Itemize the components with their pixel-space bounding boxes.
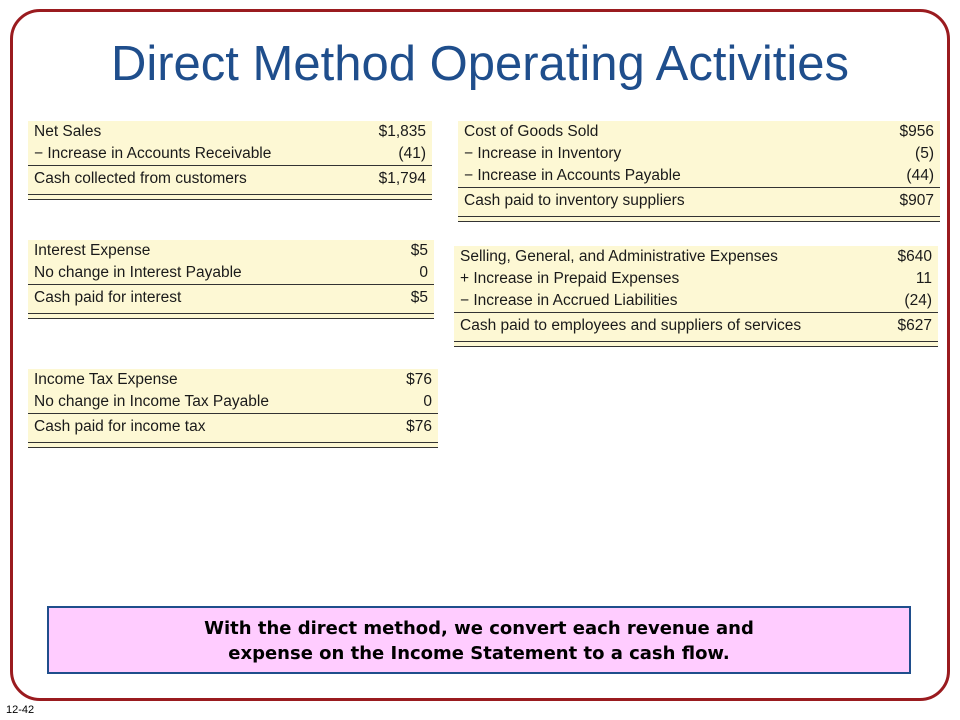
row-value: (44) [906,167,934,184]
row-label: Selling, General, and Administrative Expenses [460,248,778,265]
row-value: (41) [398,145,426,162]
row-value: 11 [915,270,932,287]
row-label: − Increase in Accounts Payable [464,167,681,184]
row-value: $1,835 [378,123,426,140]
table-total-row [28,165,432,192]
row-label: − Increase in Accrued Liabilities [460,292,678,309]
total-value: $1,794 [378,170,426,187]
row-label: Income Tax Expense [34,371,178,388]
table-total-row [28,413,438,440]
table-row [28,369,438,391]
double-rule [454,341,938,347]
total-value: $76 [406,418,432,435]
table-row [28,391,438,413]
table-row [458,121,940,143]
row-value: 0 [419,264,428,281]
slide-title: Direct Method Operating Activities [110,37,850,91]
table-row [454,290,938,312]
total-value: $5 [410,289,428,306]
table-total-row [454,312,938,339]
table-row [28,262,434,284]
total-value: $627 [897,317,932,334]
row-label: Cost of Goods Sold [464,123,599,140]
table-row [28,143,432,165]
table-cash-to-employees-and-suppliers [454,246,938,347]
table-total-row [28,284,434,311]
callout-line: With the direct method, we convert each revenue and [204,618,754,639]
row-value: $956 [899,123,934,140]
row-value: (5) [915,145,934,162]
total-label: Cash paid to employees and suppliers of services [460,317,802,334]
double-rule [28,194,432,200]
row-label: No change in Interest Payable [34,264,242,281]
table-cash-to-inventory-suppliers [458,121,940,222]
row-value: $640 [897,248,932,265]
total-label: Cash collected from customers [34,170,247,187]
table-cash-from-customers [28,121,432,200]
explanation-callout [47,606,911,674]
row-label: Interest Expense [34,242,151,259]
slide-frame [10,9,950,701]
row-value: 0 [423,393,432,410]
row-label: + Increase in Prepaid Expenses [460,270,680,287]
double-rule [28,313,434,319]
row-value: $5 [410,242,428,259]
table-row [454,268,938,290]
row-label: No change in Income Tax Payable [34,393,269,410]
table-row [28,121,432,143]
row-value: (24) [904,292,932,309]
table-row [458,143,940,165]
double-rule [458,216,940,222]
table-total-row [458,187,940,214]
row-label: Net Sales [34,123,102,140]
row-label: − Increase in Inventory [464,145,622,162]
table-row [28,240,434,262]
total-value: $907 [899,192,934,209]
row-label: − Increase in Accounts Receivable [34,145,272,162]
table-cash-for-income-tax [28,369,438,448]
slide-number: 12-42 [6,704,35,716]
table-row [458,165,940,187]
callout-line: expense on the Income Statement to a cash flow. [228,643,730,664]
table-row [454,246,938,268]
total-label: Cash paid for interest [34,289,182,306]
total-label: Cash paid to inventory suppliers [464,192,685,209]
row-value: $76 [406,371,432,388]
double-rule [28,442,438,448]
table-cash-for-interest [28,240,434,319]
total-label: Cash paid for income tax [34,418,206,435]
